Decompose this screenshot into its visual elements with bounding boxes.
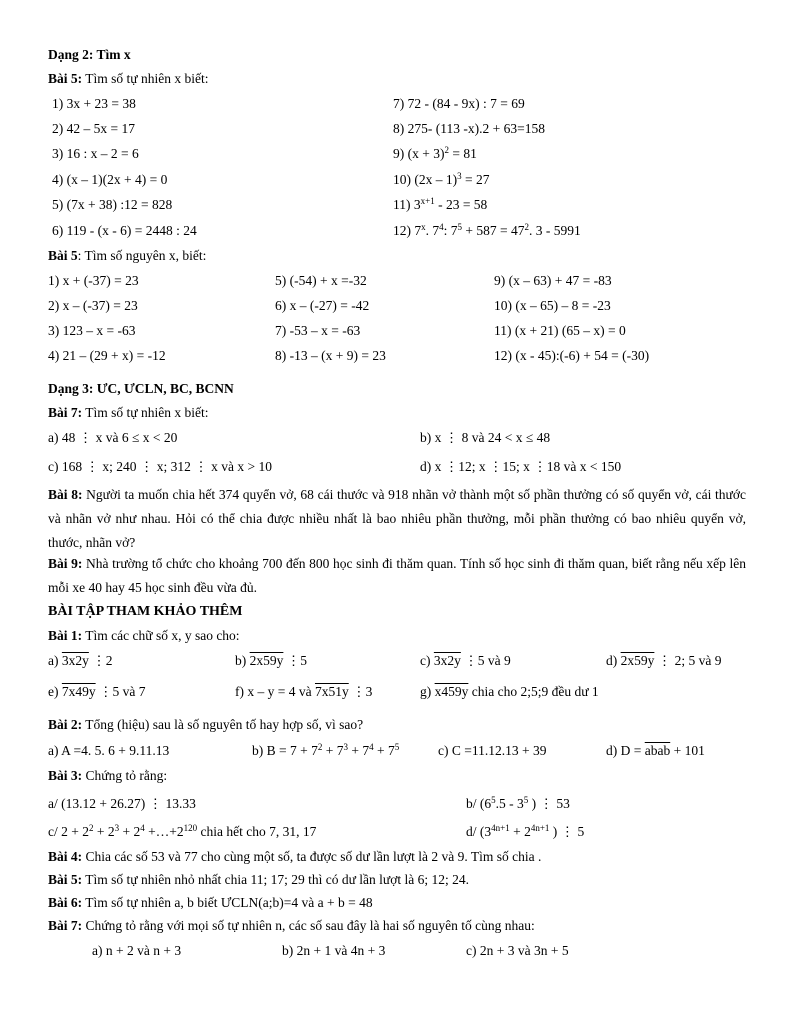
item12-b: . 7	[425, 223, 440, 238]
bai5a-item-12	[393, 222, 581, 240]
item12-e: . 3 - 5991	[529, 223, 581, 238]
item12-a: 12) 7	[393, 223, 422, 238]
item9-post: = 81	[448, 146, 477, 161]
tk-bai7-text: Chứng tỏ rằng với mọi số tự nhiên n, các số sau đây là hai số nguyên tố cùng nhau:	[85, 918, 535, 933]
tk-bai6	[48, 894, 373, 912]
item11-pre: 11) 3	[393, 197, 421, 212]
tk-bai1-e-post: ⋮5 và 7	[95, 684, 146, 699]
bai5a-text: Tìm số tự nhiên x biết:	[85, 71, 209, 86]
bai5b-heading	[48, 247, 206, 265]
bai5a-item-9	[393, 145, 477, 163]
bai5b-item-9: 9) (x – 63) + 47 = -83	[494, 273, 612, 288]
bai7-label: Bài 7:	[48, 405, 83, 420]
tk-bai2-item-d	[606, 742, 705, 760]
bai5a-item-1: 1) 3x + 23 = 38	[52, 96, 136, 111]
tk-bai1-b-post: ⋮5	[283, 653, 307, 668]
tk-bai7	[48, 917, 535, 935]
bai9-label: Bài 9:	[48, 556, 83, 571]
tk-bai1-heading	[48, 627, 240, 645]
tk-bai1-b-number: 2x59y	[249, 653, 284, 668]
tk-bai3-c-s3: 4	[140, 823, 145, 833]
tk-bai1-item-d	[606, 652, 722, 670]
bai5b-item-12: 12) (x - 45):(-6) + 54 = (-30)	[494, 348, 650, 363]
tk-bai2-label: Bài 2:	[48, 717, 83, 732]
bai5b-text: : Tìm số nguyên x, biết:	[77, 248, 207, 263]
section-title-thamkhao: BÀI TẬP THAM KHẢO THÊM	[48, 604, 243, 619]
section-title-dang3: Dạng 3: ƯC, ƯCLN, BC, BCNN	[48, 381, 234, 396]
tk-bai1-item-c	[420, 652, 511, 670]
tk-bai1-c-number: 3x2y	[433, 653, 461, 668]
tk-bai1-g-post: chia cho 2;5;9 đều dư 1	[468, 684, 599, 699]
tk-bai1-a-post: ⋮2	[88, 653, 113, 668]
tk-bai3-item-a: a/ (13.12 + 26.27) ⋮ 13.33	[48, 796, 196, 811]
tk-bai1-e-pre: e)	[48, 684, 62, 699]
bai5b-item-3: 3) 123 – x = -63	[48, 323, 136, 338]
bai9-paragraph	[48, 552, 746, 600]
bai5a-item-10	[393, 171, 490, 189]
tk-bai1-item-f	[235, 683, 372, 701]
tk-bai1-d-pre: d)	[606, 653, 621, 668]
item12-s4: 2	[524, 222, 529, 232]
bai9-text: Nhà trường tổ chức cho khoảng 700 đến 800 học sinh đi thăm quan. Tính số học sinh đi thăm quan, biết rằng nếu xếp lên mỗi xe 40 hay 45 học sinh đều vừa đủ.	[48, 556, 746, 595]
tk-bai3-b-b: .5 - 3	[495, 796, 524, 811]
tk-bai3-b-c: ) ⋮ 53	[528, 796, 570, 811]
bai5a-item-3: 3) 16 : x – 2 = 6	[52, 146, 139, 161]
tk-bai2-b-a: b) B = 7 + 7	[252, 743, 318, 758]
tk-bai2-item-b	[252, 742, 399, 760]
item10-post: = 27	[461, 172, 490, 187]
bai8-text: Người ta muốn chia hết 374 quyển vở, 68 cái thước và 918 nhãn vở thành một số phần thưởng có số quyển vở, cái thước và nhãn vở như nhau. Hỏi có thể chia được nhiều nhất là bao nhiêu phần thưởng, mỗi phần thưởng có bao nhiêu quyển vở, thước, nhãn vở?	[48, 487, 746, 550]
tk-bai2-text: Tổng (hiệu) sau là số nguyên tố hay hợp số, vì sao?	[85, 717, 364, 732]
tk-bai7-item-a: a) n + 2 và n + 3	[92, 943, 182, 958]
tk-bai3-item-d	[466, 823, 584, 841]
tk-bai6-label: Bài 6:	[48, 895, 83, 910]
item12-d: + 587 = 47	[462, 223, 525, 238]
bai5b-item-7: 7) -53 – x = -63	[275, 323, 361, 338]
bai5b-item-5: 5) (-54) + x =-32	[275, 273, 367, 288]
bai5a-item-2: 2) 42 – 5x = 17	[52, 121, 135, 136]
bai5b-item-4: 4) 21 – (29 + x) = -12	[48, 348, 166, 363]
bai5b-item-1: 1) x + (-37) = 23	[48, 273, 139, 288]
tk-bai1-item-g	[420, 683, 599, 701]
bai5b-label: Bài 5	[48, 248, 78, 263]
tk-bai1-g-number: x459y	[434, 684, 469, 699]
item12-s2: 4	[439, 222, 444, 232]
item9-sup: 2	[444, 145, 449, 155]
bai5b-item-8: 8) -13 – (x + 9) = 23	[275, 348, 386, 363]
bai7-item-a: a) 48 ⋮ x và 6 ≤ x < 20	[48, 430, 178, 445]
tk-bai4-text: Chia các số 53 và 77 cho cùng một số, ta được số dư lần lượt là 2 và 9. Tìm số chia .	[85, 849, 542, 864]
tk-bai1-d-post: ⋮ 2; 5 và 9	[654, 653, 722, 668]
item10-pre: 10) (2x – 1)	[393, 172, 458, 187]
tk-bai3-b-a: b/ (6	[466, 796, 492, 811]
item12-s3: 5	[457, 222, 463, 232]
tk-bai1-label: Bài 1:	[48, 628, 83, 643]
tk-bai3-c-s1: 2	[88, 823, 94, 833]
tk-bai1-d-number: 2x59y	[620, 653, 655, 668]
tk-bai2-b-s3: 4	[369, 742, 374, 752]
bai7-item-c: c) 168 ⋮ x; 240 ⋮ x; 312 ⋮ x và x > 10	[48, 459, 272, 474]
tk-bai2-b-b: + 7	[322, 743, 344, 758]
tk-bai3-c-c: + 2	[119, 824, 141, 839]
tk-bai2-d-post: + 101	[670, 743, 705, 758]
tk-bai6-text: Tìm số tự nhiên a, b biết ƯCLN(a;b)=4 và a + b = 48	[85, 895, 373, 910]
bai8-paragraph	[48, 483, 746, 555]
tk-bai1-f-pre: f) x – y = 4 và	[235, 684, 315, 699]
tk-bai3-label: Bài 3:	[48, 768, 83, 783]
tk-bai3-c-s4: 120	[183, 823, 198, 833]
tk-bai3-item-c	[48, 823, 316, 841]
bai7-text: Tìm số tự nhiên x biết:	[85, 405, 209, 420]
tk-bai1-g-pre: g)	[420, 684, 435, 699]
tk-bai4-label: Bài 4:	[48, 849, 83, 864]
tk-bai2-item-a: a) A =4. 5. 6 + 9.11.13	[48, 743, 170, 758]
bai5b-item-11: 11) (x + 21) (65 – x) = 0	[494, 323, 626, 338]
tk-bai3-heading	[48, 767, 167, 785]
item12-s1: x	[421, 222, 426, 232]
tk-bai2-b-d: + 7	[373, 743, 395, 758]
tk-bai3-d-s2: 4n+1	[530, 823, 550, 833]
tk-bai3-c-s2: 3	[114, 823, 120, 833]
bai5b-item-10: 10) (x – 65) – 8 = -23	[494, 298, 611, 313]
bai5b-item-6: 6) x – (-27) = -42	[275, 298, 370, 313]
tk-bai4	[48, 848, 541, 866]
tk-bai3-d-b: + 2	[509, 824, 531, 839]
tk-bai1-a-pre: a)	[48, 653, 62, 668]
tk-bai5	[48, 871, 469, 889]
item11-post: - 23 = 58	[434, 197, 488, 212]
tk-bai7-item-b: b) 2n + 1 và 4n + 3	[282, 943, 386, 958]
bai7-item-d: d) x ⋮12; x ⋮15; x ⋮18 và x < 150	[420, 459, 622, 474]
tk-bai1-item-b	[235, 652, 307, 670]
item11-sup: x+1	[420, 196, 435, 206]
bai5a-item-11	[393, 196, 487, 214]
tk-bai1-b-pre: b)	[235, 653, 250, 668]
bai5a-item-5: 5) (7x + 38) :12 = 828	[52, 197, 173, 212]
tk-bai7-item-c: c) 2n + 3 và 3n + 5	[466, 943, 569, 958]
tk-bai7-label: Bài 7:	[48, 918, 83, 933]
tk-bai1-f-number: 7x51y	[314, 684, 349, 699]
tk-bai3-c-d: +…+2	[144, 824, 184, 839]
tk-bai2-d-number: abab	[644, 743, 671, 758]
item9-pre: 9) (x + 3)	[393, 146, 445, 161]
tk-bai1-item-a	[48, 652, 113, 670]
tk-bai1-item-e	[48, 683, 146, 701]
tk-bai2-b-s2: 3	[343, 742, 348, 752]
tk-bai2-d-pre: d) D =	[606, 743, 645, 758]
tk-bai1-c-pre: c)	[420, 653, 434, 668]
tk-bai1-a-number: 3x2y	[61, 653, 89, 668]
tk-bai3-d-c: ) ⋮ 5	[549, 824, 585, 839]
tk-bai5-label: Bài 5:	[48, 872, 83, 887]
tk-bai1-c-post: ⋮5 và 9	[460, 653, 511, 668]
bai7-heading	[48, 404, 208, 422]
tk-bai3-d-a: d/ (3	[466, 824, 492, 839]
tk-bai1-f-post: ⋮3	[348, 684, 373, 699]
bai8-label: Bài 8:	[48, 487, 83, 502]
bai5a-heading	[48, 70, 208, 88]
tk-bai3-b-s2: 5	[523, 795, 529, 805]
bai5a-item-8: 8) 275- (113 -x).2 + 63=158	[393, 121, 545, 136]
tk-bai2-item-c: c) C =11.12.13 + 39	[438, 743, 547, 758]
section-title-dang2: Dạng 2: Tìm x	[48, 47, 131, 62]
tk-bai2-heading	[48, 716, 363, 734]
tk-bai3-d-s1: 4n+1	[491, 823, 510, 833]
tk-bai2-b-s4: 5	[394, 742, 400, 752]
tk-bai2-b-c: + 7	[347, 743, 370, 758]
tk-bai3-item-b	[466, 795, 570, 813]
item12-c: : 7	[443, 223, 458, 238]
tk-bai3-c-b: + 2	[93, 824, 115, 839]
bai5b-item-2: 2) x – (-37) = 23	[48, 298, 138, 313]
tk-bai3-text: Chứng tỏ rằng:	[85, 768, 168, 783]
item10-sup: 3	[457, 171, 462, 181]
tk-bai3-b-s1: 5	[491, 795, 496, 805]
bai5a-item-4: 4) (x – 1)(2x + 4) = 0	[52, 172, 168, 187]
tk-bai3-c-a: c/ 2 + 2	[48, 824, 89, 839]
tk-bai2-b-s1: 2	[317, 742, 323, 752]
tk-bai5-text: Tìm số tự nhiên nhỏ nhất chia 11; 17; 29 thì có dư lần lượt là 6; 12; 24.	[85, 872, 469, 887]
bai5a-label: Bài 5:	[48, 71, 83, 86]
tk-bai1-e-number: 7x49y	[61, 684, 96, 699]
bai5a-item-6: 6) 119 - (x - 6) = 2448 : 24	[52, 223, 197, 238]
tk-bai3-c-e: chia hết cho 7, 31, 17	[197, 824, 317, 839]
bai5a-item-7: 7) 72 - (84 - 9x) : 7 = 69	[393, 96, 525, 111]
tk-bai1-text: Tìm các chữ số x, y sao cho:	[85, 628, 240, 643]
bai7-item-b: b) x ⋮ 8 và 24 < x ≤ 48	[420, 430, 551, 445]
